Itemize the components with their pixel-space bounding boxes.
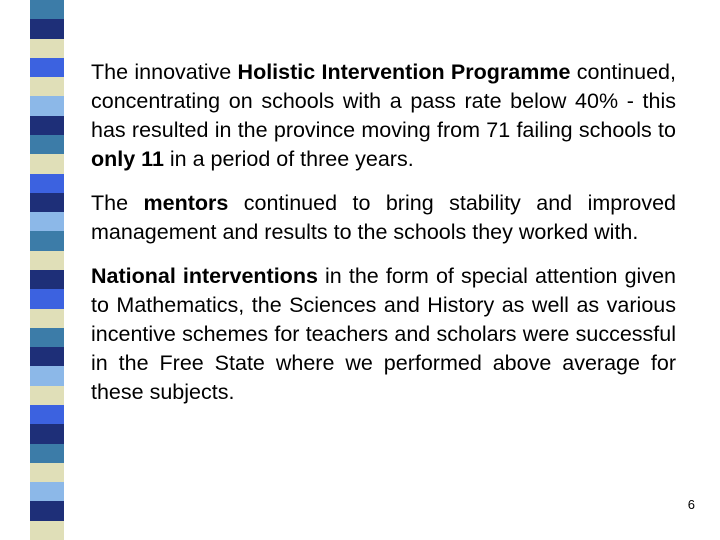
stripe-block bbox=[30, 424, 64, 444]
stripe-block bbox=[30, 96, 64, 116]
decorative-stripe-bar bbox=[30, 0, 64, 540]
stripe-block bbox=[30, 174, 64, 194]
stripe-block bbox=[30, 521, 64, 540]
stripe-block bbox=[30, 193, 64, 213]
para1-text-2: continued, concentrating on schools with a pass rate below 40% - this has resulted in the province moving from 71 failing schools to bbox=[91, 60, 676, 142]
stripe-block bbox=[30, 386, 64, 406]
stripe-block bbox=[30, 463, 64, 483]
stripe-block bbox=[30, 366, 64, 386]
stripe-block bbox=[30, 116, 64, 136]
stripe-block bbox=[30, 0, 64, 20]
stripe-block bbox=[30, 309, 64, 329]
para3-text-1: in the form of special attention given to Mathematics, the Sciences and History as well as various incentive schemes for teachers and scholars were successful in the Free State where we performed above average for these subjects. bbox=[91, 264, 676, 404]
stripe-block bbox=[30, 154, 64, 174]
paragraph-national-interventions bbox=[91, 262, 676, 407]
paragraph-holistic-programme bbox=[91, 58, 676, 174]
para1-bold-only-11: only 11 bbox=[91, 147, 164, 171]
stripe-block bbox=[30, 270, 64, 290]
stripe-block bbox=[30, 347, 64, 367]
slide-body bbox=[91, 58, 676, 422]
page-number: 6 bbox=[687, 497, 695, 512]
stripe-block bbox=[30, 231, 64, 251]
para1-bold-programme: Holistic Intervention Programme bbox=[237, 60, 571, 84]
stripe-block bbox=[30, 77, 64, 97]
para3-bold-national: National interventions bbox=[91, 264, 318, 288]
stripe-block bbox=[30, 501, 64, 521]
stripe-block bbox=[30, 135, 64, 155]
stripe-block bbox=[30, 289, 64, 309]
stripe-block bbox=[30, 19, 64, 39]
stripe-block bbox=[30, 39, 64, 59]
paragraph-mentors bbox=[91, 189, 676, 247]
para1-text-3: in a period of three years. bbox=[163, 147, 414, 171]
para2-text-2: continued to bring stability and improved management and results to the schools they worked with. bbox=[91, 191, 676, 244]
stripe-block bbox=[30, 482, 64, 502]
para2-bold-mentors: mentors bbox=[143, 191, 229, 215]
stripe-block bbox=[30, 328, 64, 348]
stripe-block bbox=[30, 444, 64, 464]
stripe-block bbox=[30, 251, 64, 271]
para2-text-1: The bbox=[91, 191, 144, 215]
stripe-block bbox=[30, 405, 64, 425]
stripe-block bbox=[30, 212, 64, 232]
para1-text-1: The innovative bbox=[91, 60, 238, 84]
stripe-block bbox=[30, 58, 64, 78]
